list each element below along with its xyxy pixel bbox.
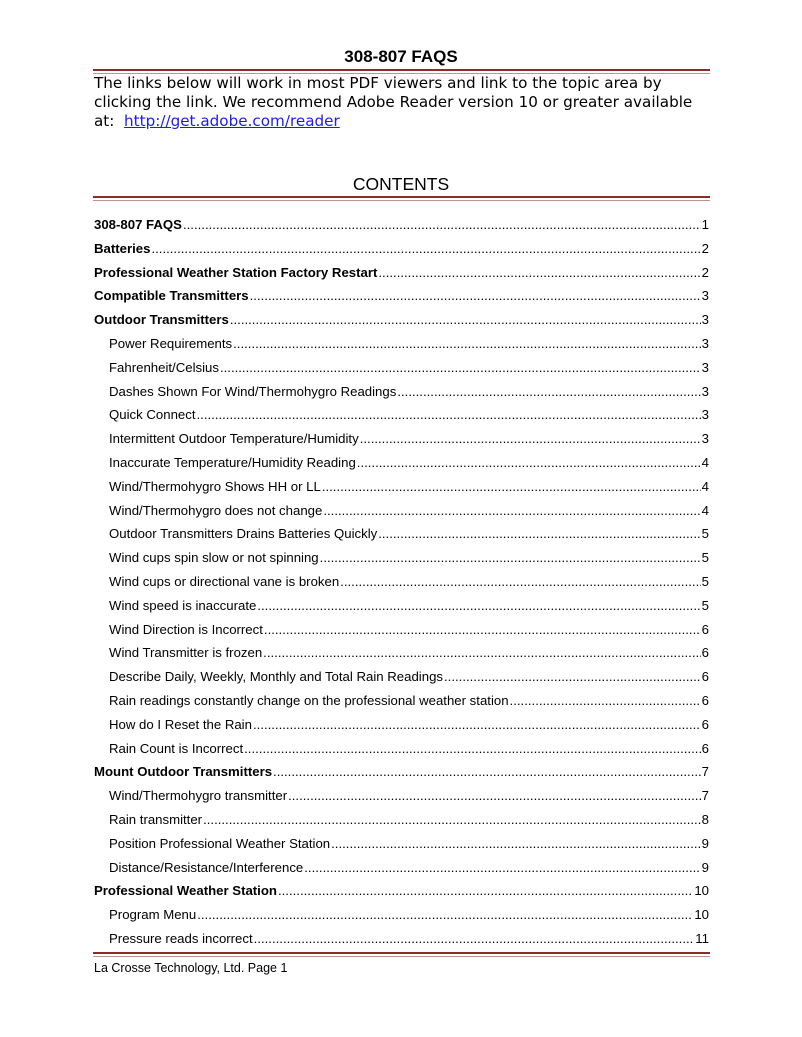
toc-entry-page: 5 <box>701 573 709 589</box>
toc-entry-title: Rain Count is Incorrect <box>109 740 244 756</box>
toc-entry-page: 6 <box>701 645 709 661</box>
toc-entry-title: Wind speed is inaccurate <box>109 597 257 613</box>
toc-entry[interactable] <box>94 760 709 784</box>
toc-entry-title: Quick Connect <box>109 407 196 423</box>
toc-dot-leader <box>273 760 701 784</box>
toc-entry-page: 6 <box>701 740 709 756</box>
page-title: 308-807 FAQS <box>344 47 458 66</box>
toc-entry-title: Rain readings constantly change on the professional weather station <box>109 692 509 708</box>
toc-dot-leader <box>203 808 701 832</box>
toc-dot-leader <box>357 451 701 475</box>
toc-entry[interactable] <box>94 665 709 689</box>
toc-entry[interactable] <box>94 427 709 451</box>
toc-entry-title: Describe Daily, Weekly, Monthly and Total Rain Readings <box>109 669 443 685</box>
toc-entry-page: 5 <box>701 597 709 613</box>
toc-entry[interactable] <box>94 856 709 880</box>
toc-dot-leader <box>288 784 701 808</box>
toc-entry-title: 308-807 FAQS <box>94 217 182 232</box>
toc-dot-leader <box>360 427 701 451</box>
toc-entry[interactable] <box>94 380 709 404</box>
table-of-contents <box>94 213 709 951</box>
toc-entry[interactable] <box>94 308 709 332</box>
toc-dot-leader <box>320 546 701 570</box>
toc-entry[interactable] <box>94 713 709 737</box>
toc-entry-title: Wind/Thermohygro Shows HH or LL <box>109 478 321 494</box>
toc-entry-page: 10 <box>694 883 709 899</box>
toc-entry-page: 3 <box>701 383 709 399</box>
toc-entry-page: 6 <box>701 716 709 732</box>
toc-dot-leader <box>322 475 701 499</box>
toc-entry-title: Professional Weather Station <box>94 883 277 899</box>
toc-entry-page: 4 <box>701 478 709 494</box>
toc-dot-leader <box>250 284 701 308</box>
toc-entry-title: Position Professional Weather Station <box>109 835 331 851</box>
toc-entry[interactable] <box>94 618 709 642</box>
toc-entry-title: Outdoor Transmitters Drains Batteries Quickly <box>109 526 378 542</box>
toc-entry[interactable] <box>94 641 709 665</box>
toc-entry-page: 2 <box>701 240 709 256</box>
toc-entry-title: Wind/Thermohygro transmitter <box>109 788 288 804</box>
toc-entry-page: 3 <box>701 359 709 375</box>
toc-dot-leader <box>510 689 701 713</box>
toc-entry-title: Wind cups or directional vane is broken <box>109 573 340 589</box>
toc-dot-leader <box>444 665 701 689</box>
toc-dot-leader <box>230 308 701 332</box>
toc-entry-page: 6 <box>701 669 709 685</box>
toc-entry-title: Pressure reads incorrect <box>109 930 253 946</box>
toc-entry-title: Intermittent Outdoor Temperature/Humidity <box>109 431 359 447</box>
toc-dot-leader <box>244 737 701 761</box>
toc-entry[interactable] <box>94 403 709 427</box>
toc-entry[interactable] <box>94 475 709 499</box>
toc-entry-title: Wind cups spin slow or not spinning <box>109 550 319 566</box>
toc-entry-page: 9 <box>701 835 709 851</box>
toc-dot-leader <box>264 618 701 642</box>
toc-dot-leader <box>257 594 700 618</box>
toc-entry-page: 9 <box>701 859 709 875</box>
toc-entry-title: Rain transmitter <box>109 811 203 827</box>
toc-entry-page: 11 <box>695 930 709 946</box>
toc-entry[interactable] <box>94 356 709 380</box>
toc-entry-page: 6 <box>701 692 709 708</box>
toc-dot-leader <box>340 570 700 594</box>
toc-dot-leader <box>197 903 693 927</box>
toc-entry[interactable] <box>94 499 709 523</box>
toc-entry-title: How do I Reset the Rain <box>109 716 252 732</box>
toc-entry[interactable] <box>94 261 709 285</box>
toc-entry-title: Fahrenheit/Celsius <box>109 359 219 375</box>
toc-entry-title: Wind Transmitter is frozen <box>109 645 263 661</box>
toc-entry-title: Power Requirements <box>109 335 233 351</box>
toc-dot-leader <box>254 927 695 951</box>
toc-entry[interactable] <box>94 451 709 475</box>
toc-entry-title: Compatible Transmitters <box>94 288 249 304</box>
contents-heading: CONTENTS <box>352 174 450 194</box>
toc-dot-leader <box>378 522 700 546</box>
toc-entry[interactable] <box>94 879 709 903</box>
toc-entry[interactable] <box>94 808 709 832</box>
toc-entry-page: 7 <box>701 764 709 780</box>
toc-entry[interactable] <box>94 237 709 261</box>
toc-entry-page: 3 <box>701 312 709 328</box>
toc-entry-title: Mount Outdoor Transmitters <box>94 764 273 780</box>
toc-dot-leader <box>151 237 700 261</box>
toc-dot-leader <box>378 261 700 285</box>
toc-dot-leader <box>323 499 700 523</box>
adobe-reader-link[interactable]: http://get.adobe.com/reader <box>124 112 340 130</box>
toc-dot-leader <box>253 713 701 737</box>
intro-text: The links below will work in most PDF viewers and link to the topic area by clicking the link. We recommend Adobe Reader version 10 or greater available at: <box>94 74 693 130</box>
toc-entry-page: 1 <box>701 217 709 232</box>
toc-dot-leader <box>197 403 701 427</box>
toc-entry-page: 3 <box>701 288 709 304</box>
toc-entry-page: 3 <box>701 335 709 351</box>
toc-dot-leader <box>233 332 701 356</box>
toc-entry[interactable] <box>94 927 709 951</box>
toc-entry[interactable] <box>94 284 709 308</box>
toc-entry-page: 4 <box>701 454 709 470</box>
toc-dot-leader <box>397 380 700 404</box>
toc-entry-page: 7 <box>701 788 709 804</box>
toc-entry-title: Outdoor Transmitters <box>94 312 229 328</box>
toc-entry[interactable] <box>94 737 709 761</box>
toc-dot-leader <box>263 641 700 665</box>
footer-divider <box>93 952 710 957</box>
toc-entry-page: 3 <box>701 431 709 447</box>
page-footer: La Crosse Technology, Ltd. Page 1 <box>94 961 288 975</box>
contents-divider <box>93 196 710 201</box>
toc-entry[interactable] <box>94 332 709 356</box>
toc-entry[interactable] <box>94 546 709 570</box>
toc-dot-leader <box>331 832 701 856</box>
toc-entry-page: 8 <box>701 811 709 827</box>
toc-entry-title: Dashes Shown For Wind/Thermohygro Readings <box>109 383 397 399</box>
toc-entry[interactable] <box>94 570 709 594</box>
toc-dot-leader <box>304 856 700 880</box>
toc-entry[interactable] <box>94 689 709 713</box>
toc-entry-page: 5 <box>701 550 709 566</box>
toc-entry-page: 10 <box>694 907 709 923</box>
toc-entry-title: Distance/Resistance/Interference <box>109 859 304 875</box>
toc-entry-title: Wind Direction is Incorrect <box>109 621 263 637</box>
intro-paragraph <box>94 74 714 131</box>
toc-entry-page: 6 <box>701 621 709 637</box>
toc-entry[interactable] <box>94 213 709 237</box>
toc-entry-title: Batteries <box>94 240 151 256</box>
toc-dot-leader <box>183 213 701 237</box>
toc-entry-title: Program Menu <box>109 907 197 923</box>
toc-entry[interactable] <box>94 903 709 927</box>
toc-dot-leader <box>220 356 701 380</box>
toc-entry-title: Professional Weather Station Factory Restart <box>94 264 378 280</box>
toc-entry[interactable] <box>94 784 709 808</box>
toc-entry-page: 2 <box>701 264 709 280</box>
toc-entry[interactable] <box>94 522 709 546</box>
toc-entry-page: 5 <box>701 526 709 542</box>
toc-entry-page: 3 <box>701 407 709 423</box>
toc-entry[interactable] <box>94 832 709 856</box>
toc-entry-page: 4 <box>701 502 709 518</box>
toc-entry[interactable] <box>94 594 709 618</box>
toc-entry-title: Wind/Thermohygro does not change <box>109 502 323 518</box>
toc-entry-title: Inaccurate Temperature/Humidity Reading <box>109 454 356 470</box>
toc-dot-leader <box>278 879 693 903</box>
